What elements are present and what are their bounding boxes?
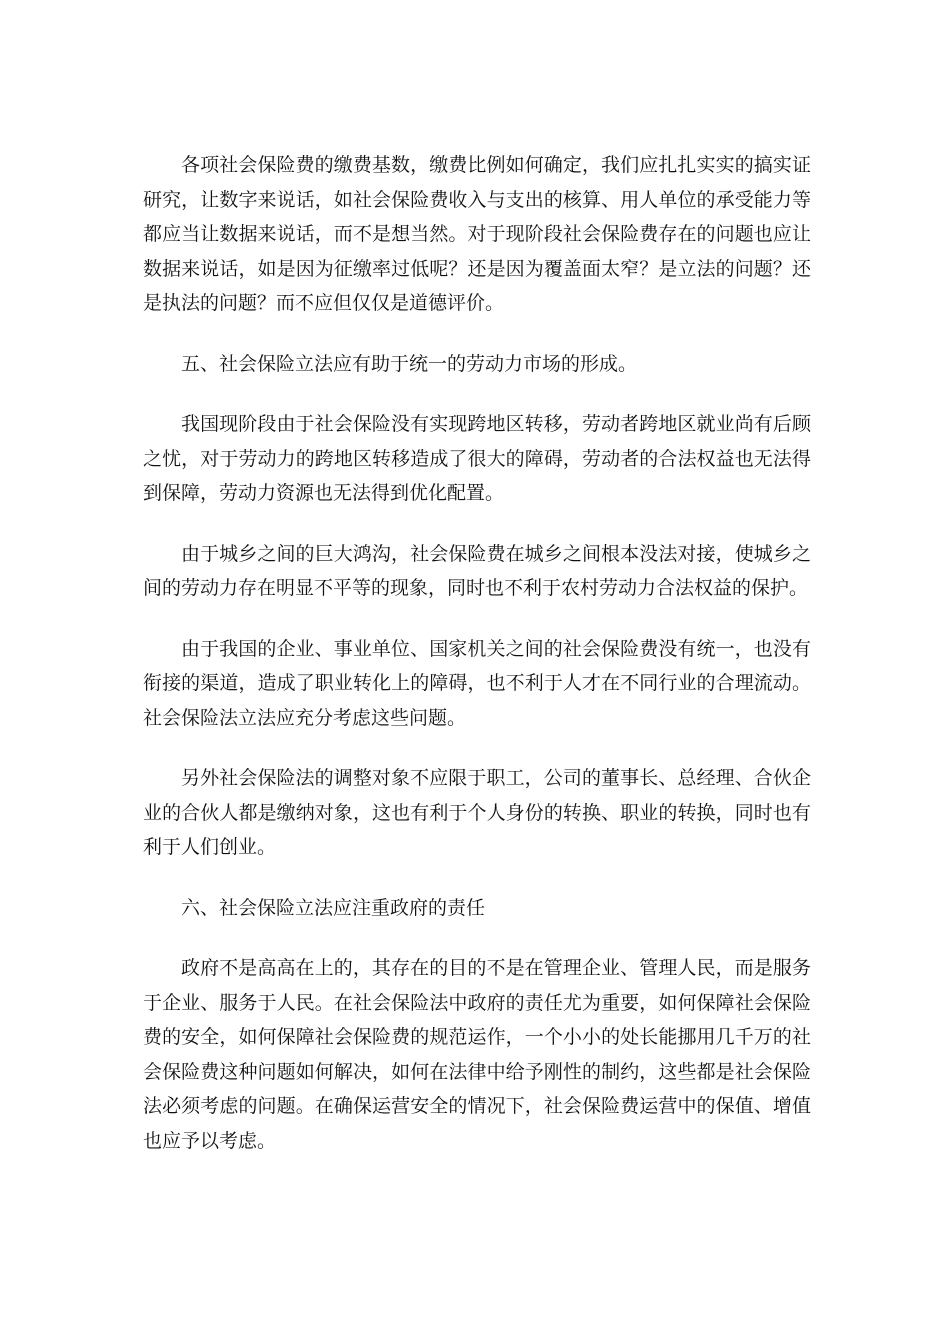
paragraph-urban-rural-gap: 由于城乡之间的巨大鸿沟，社会保险费在城乡之间根本没法对接，使城乡之间的劳动力存在明显不平等的现象，同时也不利于农村劳动力合法权益的保护。 [143,542,811,599]
section-heading-6: 六、社会保险立法应注重政府的责任 [181,896,486,919]
paragraph-institution-unification: 由于我国的企业、事业单位、国家机关之间的社会保险费没有统一，也没有衔接的渠道，造成了职业转化上的障碍，也不利于人才在不同行业的合理流动。社会保险法立法应充分考虑这些问题。 [143,637,811,729]
document-body [143,148,811,1184]
section-heading-5: 五、社会保险立法应有助于统一的劳动力市场的形成。 [181,352,638,375]
paragraph-contribution-basis: 各项社会保险费的缴费基数，缴费比例如何确定，我们应扎扎实实的搞实证研究，让数字来说话，如社会保险费收入与支出的核算、用人单位的承受能力等都应当让数据来说话，而不是想当然。对于现阶段社会保险费存在的问题也应让数据来说话，如是因为征缴率过低呢？还是因为覆盖面太窄？是立法的问题？还是执法的问题？而不应但仅仅是道德评价。 [143,154,811,314]
paragraph-coverage-scope: 另外社会保险法的调整对象不应限于职工，公司的董事长、总经理、合伙企业的合伙人都是缴纳对象，这也有利于个人身份的转换、职业的转换，同时也有利于人们创业。 [143,767,811,858]
paragraph-cross-region-transfer: 我国现阶段由于社会保险没有实现跨地区转移，劳动者跨地区就业尚有后顾之忧，对于劳动力的跨地区转移造成了很大的障碍，劳动者的合法权益也无法得到保障，劳动力资源也无法得到优化配置。 [143,413,811,504]
paragraph-government-responsibility: 政府不是高高在上的，其存在的目的不是在管理企业、管理人民，而是服务于企业、服务于人民。在社会保险法中政府的责任尤为重要，如何保障社会保险费的安全，如何保障社会保险费的规范运作，一个小小的处长能挪用几千万的社会保险费这种问题如何解决，如何在法律中给予刚性的制约，这些都是社会保险法必须考虑的问题。在确保运营安全的情况下，社会保险费运营中的保值、增值也应予以考虑。 [143,957,811,1152]
